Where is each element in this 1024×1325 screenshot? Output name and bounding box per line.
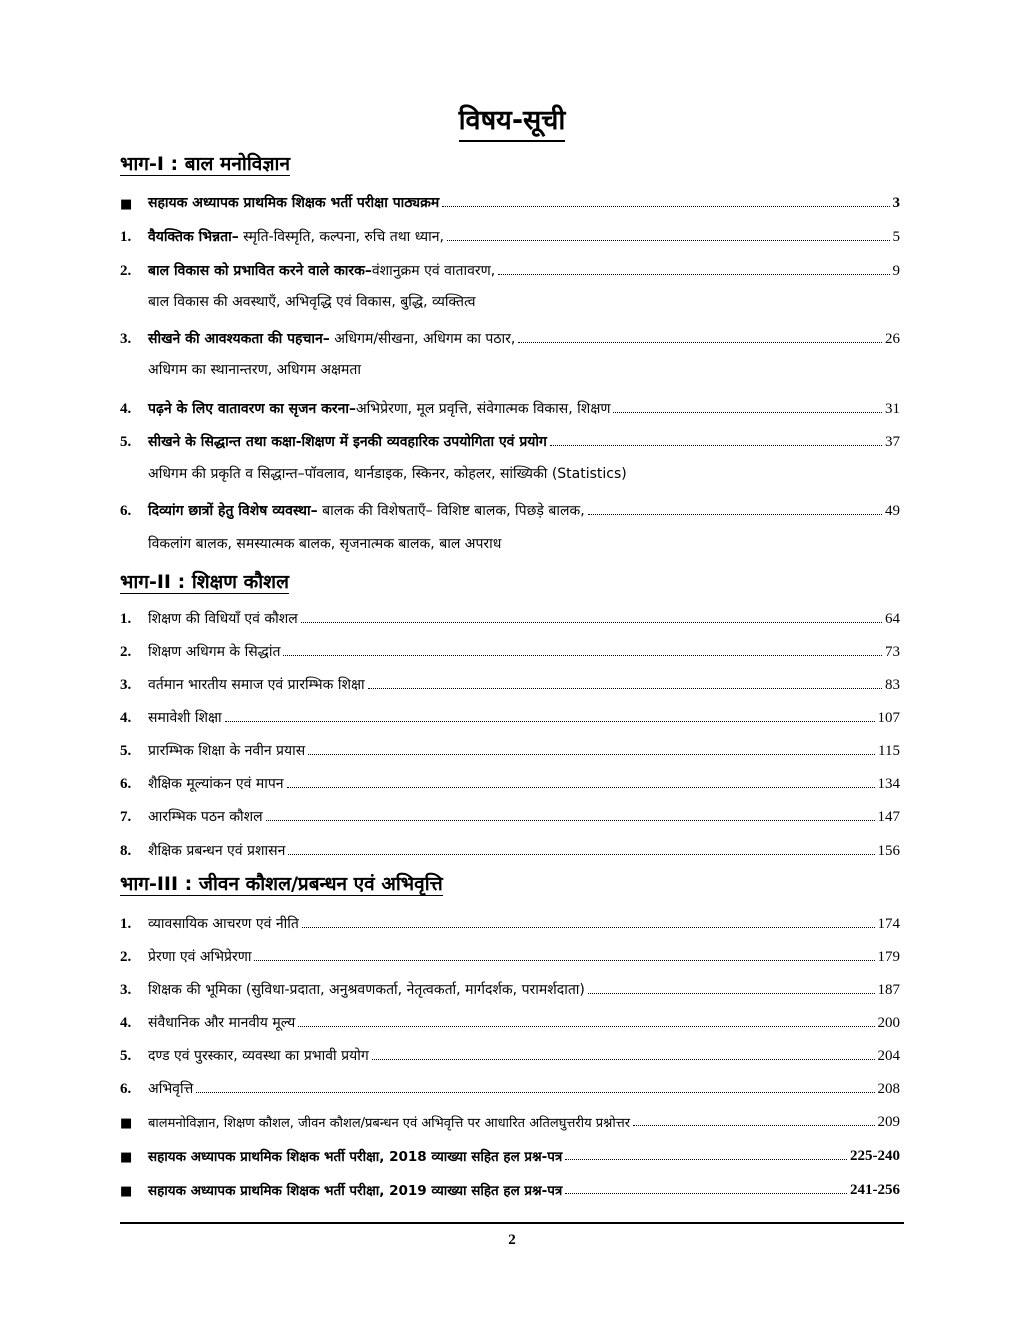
dot-leader — [308, 754, 875, 755]
entry-detail: स्मृति-विस्मृति, कल्पना, रुचि तथा ध्यान, — [238, 229, 444, 245]
dot-leader — [613, 412, 882, 413]
entry-text: शैक्षिक मूल्यांकन एवं मापन — [148, 776, 284, 792]
toc-entry-paper-2018[interactable] — [120, 1137, 900, 1165]
toc-entry[interactable] — [120, 1070, 900, 1098]
page-ref: 241-256 — [850, 1182, 900, 1198]
entry-detail: बालक की विशेषताएँ– विशिष्ट बालक, पिछड़े बालक, — [317, 503, 585, 519]
entry-number: 1. — [120, 611, 132, 627]
entry-number: 2. — [120, 644, 132, 660]
footer-divider — [120, 1222, 904, 1224]
page-ref: 187 — [877, 982, 900, 998]
entry-number: 6. — [120, 776, 132, 792]
dot-leader — [298, 1026, 874, 1027]
dot-leader — [266, 820, 875, 821]
page-ref: 31 — [885, 401, 900, 417]
page-ref: 5 — [892, 229, 900, 245]
entry-number: 5. — [120, 743, 132, 759]
entry-text: प्रेरणा एवं अभिप्रेरणा — [148, 949, 252, 965]
entry-number: 6. — [120, 503, 132, 519]
toc-entry[interactable] — [120, 492, 900, 520]
entry-number: 6. — [120, 1081, 132, 1097]
entry-text: शिक्षण अधिगम के सिद्धांत — [148, 644, 281, 660]
page-ref: 83 — [885, 677, 900, 693]
entry-detail: अधिगम/सीखना, अधिगम का पठार, — [329, 331, 516, 347]
dot-leader — [442, 206, 889, 207]
part-1-heading: भाग-I : बाल मनोविज्ञान — [120, 153, 290, 175]
toc-entry[interactable] — [120, 732, 900, 760]
toc-entry[interactable] — [120, 971, 900, 999]
dot-leader — [633, 1125, 874, 1126]
toc-entry[interactable] — [120, 765, 900, 793]
toc-entry[interactable] — [120, 1037, 900, 1065]
dot-leader — [254, 960, 874, 961]
entry-text: शिक्षक की भूमिका (सुविधा-प्रदाता, अनुश्रवणकर्ता, नेतृत्वकर्ता, मार्गदर्शक, परामर्शदाता) — [148, 982, 585, 998]
entry-number: 2. — [120, 263, 132, 279]
dot-leader — [301, 622, 882, 623]
dot-leader — [565, 1193, 847, 1194]
page-ref: 208 — [877, 1081, 900, 1097]
bullet-square-icon: ■ — [120, 197, 133, 212]
dot-leader — [588, 993, 875, 994]
dot-leader — [550, 445, 882, 446]
entry-text: आरम्भिक पठन कौशल — [148, 809, 263, 825]
page-ref: 73 — [885, 644, 900, 660]
entry-title: सीखने की आवश्यकता की पहचान– — [148, 331, 330, 347]
dot-leader — [498, 274, 889, 275]
entry-number: 1. — [120, 229, 132, 245]
entry-number: 5. — [120, 1048, 132, 1064]
bullet-square-icon: ■ — [120, 1116, 133, 1131]
page-ref: 115 — [878, 743, 900, 759]
entry-number: 7. — [120, 809, 132, 825]
page-title: विषय-सूची — [0, 100, 1024, 137]
entry-subline: बाल विकास की अवस्थाएँ, अभिवृद्धि एवं विकास, बुद्धि, व्यक्तित्व — [148, 294, 476, 310]
entry-detail: अभिप्रेरणा, मूल प्रवृत्ति, संवेगात्मक विकास, शिक्षण — [355, 401, 611, 417]
dot-leader — [283, 655, 882, 656]
dot-leader — [287, 787, 875, 788]
entry-title: वैयक्तिक भिन्नता– — [148, 229, 239, 245]
entry-number: 4. — [120, 710, 132, 726]
page-ref: 49 — [885, 503, 900, 519]
toc-entry-paper-2019[interactable] — [120, 1171, 900, 1199]
entry-text: व्यावसायिक आचरण एवं नीति — [148, 916, 299, 932]
entry-number: 4. — [120, 1015, 132, 1031]
page-ref: 134 — [877, 776, 900, 792]
bullet-square-icon: ■ — [120, 1150, 133, 1165]
entry-text: सहायक अध्यापक प्राथमिक शिक्षक भर्ती परीक्षा, 2018 व्याख्या सहित हल प्रश्न-पत्र — [148, 1149, 563, 1165]
part-3-heading: भाग-III : जीवन कौशल/प्रबन्धन एवं अभिवृत्ति — [120, 873, 443, 895]
toc-entry[interactable] — [120, 798, 900, 826]
toc-entry[interactable] — [120, 390, 900, 418]
entry-number: 8. — [120, 843, 132, 859]
page-ref: 147 — [877, 809, 900, 825]
dot-leader — [368, 688, 882, 689]
dot-leader — [588, 514, 882, 515]
dot-leader — [447, 240, 890, 241]
entry-title: सीखने के सिद्धान्त तथा कक्षा-शिक्षण में इनकी व्यवहारिक उपयोगिता एवं प्रयोग — [148, 434, 547, 450]
entry-title: पढ़ने के लिए वातावरण का सृजन करना– — [148, 401, 356, 417]
toc-entry[interactable] — [120, 666, 900, 694]
toc-entry[interactable] — [120, 600, 900, 628]
entry-text: अभिवृत्ति — [148, 1081, 194, 1097]
dot-leader — [302, 927, 875, 928]
page-ref: 200 — [877, 1015, 900, 1031]
toc-entry[interactable] — [120, 423, 900, 451]
dot-leader — [518, 342, 882, 343]
page-ref: 107 — [877, 710, 900, 726]
page-ref: 174 — [877, 916, 900, 932]
page-ref: 204 — [877, 1048, 900, 1064]
toc-entry[interactable] — [120, 320, 900, 348]
toc-entry[interactable] — [120, 218, 900, 246]
entry-text: सहायक अध्यापक प्राथमिक शिक्षक भर्ती परीक्षा, 2019 व्याख्या सहित हल प्रश्न-पत्र — [148, 1183, 563, 1199]
toc-entry-syllabus[interactable] — [120, 184, 900, 212]
entry-number: 1. — [120, 916, 132, 932]
page-ref: 26 — [885, 331, 900, 347]
toc-entry[interactable] — [120, 905, 900, 933]
entry-text: शिक्षण की विधियाँ एवं कौशल — [148, 611, 298, 627]
toc-entry[interactable] — [120, 699, 900, 727]
entry-text: संवैधानिक और मानवीय मूल्य — [148, 1015, 296, 1031]
entry-number: 3. — [120, 982, 132, 998]
toc-entry[interactable] — [120, 1004, 900, 1032]
entry-number: 4. — [120, 401, 132, 417]
dot-leader — [565, 1159, 847, 1160]
entry-subline: अधिगम की प्रकृति व सिद्धान्त–पॉवलाव, थार्नडाइक, स्किनर, कोहलर, सांख्यिकी (Statistics) — [148, 466, 627, 482]
page-ref: 64 — [885, 611, 900, 627]
entry-detail: वंशानुक्रम एवं वातावरण, — [371, 263, 496, 279]
entry-text: समावेशी शिक्षा — [148, 710, 222, 726]
page-ref: 225-240 — [850, 1148, 900, 1164]
part-2-heading: भाग-II : शिक्षण कौशल — [120, 571, 289, 593]
entry-number: 5. — [120, 434, 132, 450]
bullet-square-icon: ■ — [120, 1184, 133, 1199]
entry-number: 3. — [120, 331, 132, 347]
entry-title: बाल विकास को प्रभावित करने वाले कारक– — [148, 263, 372, 279]
entry-text: वर्तमान भारतीय समाज एवं प्रारम्भिक शिक्षा — [148, 677, 365, 693]
entry-text: सहायक अध्यापक प्राथमिक शिक्षक भर्ती परीक्षा पाठ्यक्रम — [148, 195, 440, 211]
toc-entry[interactable] — [120, 938, 900, 966]
entry-text: शैक्षिक प्रबन्धन एवं प्रशासन — [148, 843, 286, 859]
entry-subline: विकलांग बालक, समस्यात्मक बालक, सृजनात्मक बालक, बाल अपराध — [148, 536, 502, 552]
entry-text: प्रारम्भिक शिक्षा के नवीन प्रयास — [148, 743, 306, 759]
page-ref: 156 — [877, 843, 900, 859]
page-ref: 179 — [877, 949, 900, 965]
dot-leader — [196, 1092, 874, 1093]
entry-title: दिव्यांग छात्रों हेतु विशेष व्यवस्था– — [148, 503, 318, 519]
toc-entry-qa[interactable] — [120, 1103, 900, 1131]
entry-subline: अधिगम का स्थानान्तरण, अधिगम अक्षमता — [148, 362, 361, 378]
page-number: 2 — [508, 1232, 516, 1248]
entry-text: दण्ड एवं पुरस्कार, व्यवस्था का प्रभावी प्रयोग — [148, 1048, 369, 1064]
toc-entry[interactable] — [120, 633, 900, 661]
page-ref: 209 — [877, 1114, 900, 1130]
dot-leader — [288, 854, 874, 855]
dot-leader — [372, 1059, 875, 1060]
page-ref: 3 — [892, 195, 900, 211]
toc-entry[interactable] — [120, 832, 900, 860]
dot-leader — [225, 721, 875, 722]
page-ref: 9 — [892, 263, 900, 279]
page-ref: 37 — [885, 434, 900, 450]
toc-entry[interactable] — [120, 252, 900, 280]
entry-text: बालमनोविज्ञान, शिक्षण कौशल, जीवन कौशल/प्रबन्धन एवं अभिवृत्ति पर आधारित अतिलघुत्तरीय प्रश्नोत्तर — [148, 1116, 631, 1131]
entry-number: 2. — [120, 949, 132, 965]
entry-number: 3. — [120, 677, 132, 693]
